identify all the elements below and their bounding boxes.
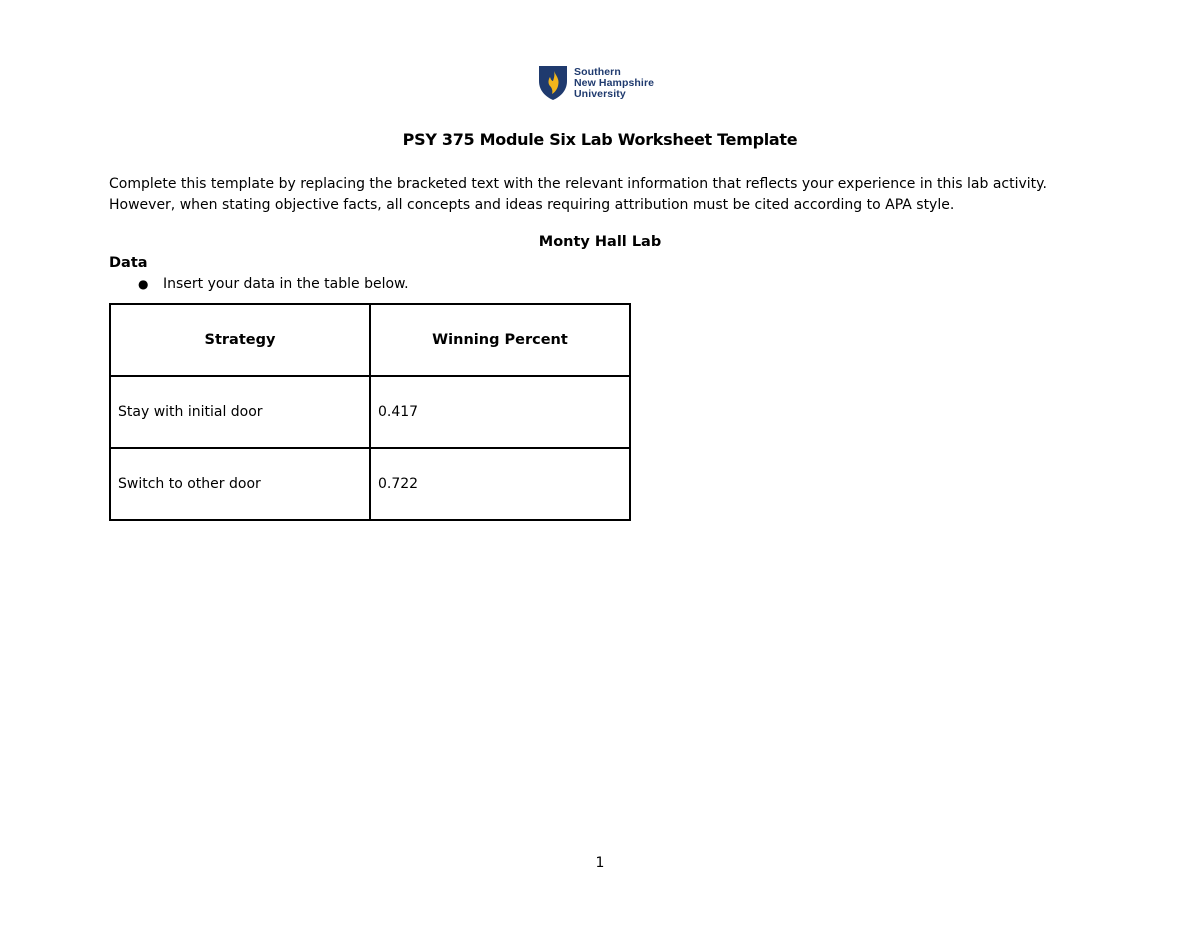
section-title: Monty Hall Lab <box>538 234 662 250</box>
bullet-icon: ● <box>138 277 149 291</box>
table-row <box>110 376 630 448</box>
logo-line-1: Southern <box>574 65 621 78</box>
shield-flame-icon <box>538 65 568 101</box>
data-heading: Data <box>109 255 148 271</box>
document-title: PSY 375 Module Six Lab Worksheet Template <box>402 130 798 149</box>
bullet-item <box>138 276 409 292</box>
table-header-winning-percent: Winning Percent <box>370 304 630 376</box>
table-cell-winning-percent[interactable]: 0.417 <box>370 376 630 448</box>
table-cell-winning-percent[interactable]: 0.722 <box>370 448 630 520</box>
logo-line-2: New Hampshire <box>574 76 655 89</box>
page-number: 1 <box>595 855 605 871</box>
intro-paragraph: Complete this template by replacing the bracketed text with the relevant information that reflects your experience in this lab activity. However, when stating objective facts, all concepts and ideas requiring attribution must be cited according to APA style. <box>109 176 1047 213</box>
table-cell-strategy[interactable]: Stay with initial door <box>110 376 370 448</box>
table-cell-strategy[interactable]: Switch to other door <box>110 448 370 520</box>
table-header-strategy: Strategy <box>110 304 370 376</box>
table-row <box>110 448 630 520</box>
university-logo <box>538 64 654 102</box>
data-table <box>109 303 631 521</box>
logo-line-3: University <box>574 87 626 100</box>
table-header-row <box>110 304 630 376</box>
bullet-text: Insert your data in the table below. <box>163 276 409 292</box>
logo-wordmark <box>574 67 654 100</box>
